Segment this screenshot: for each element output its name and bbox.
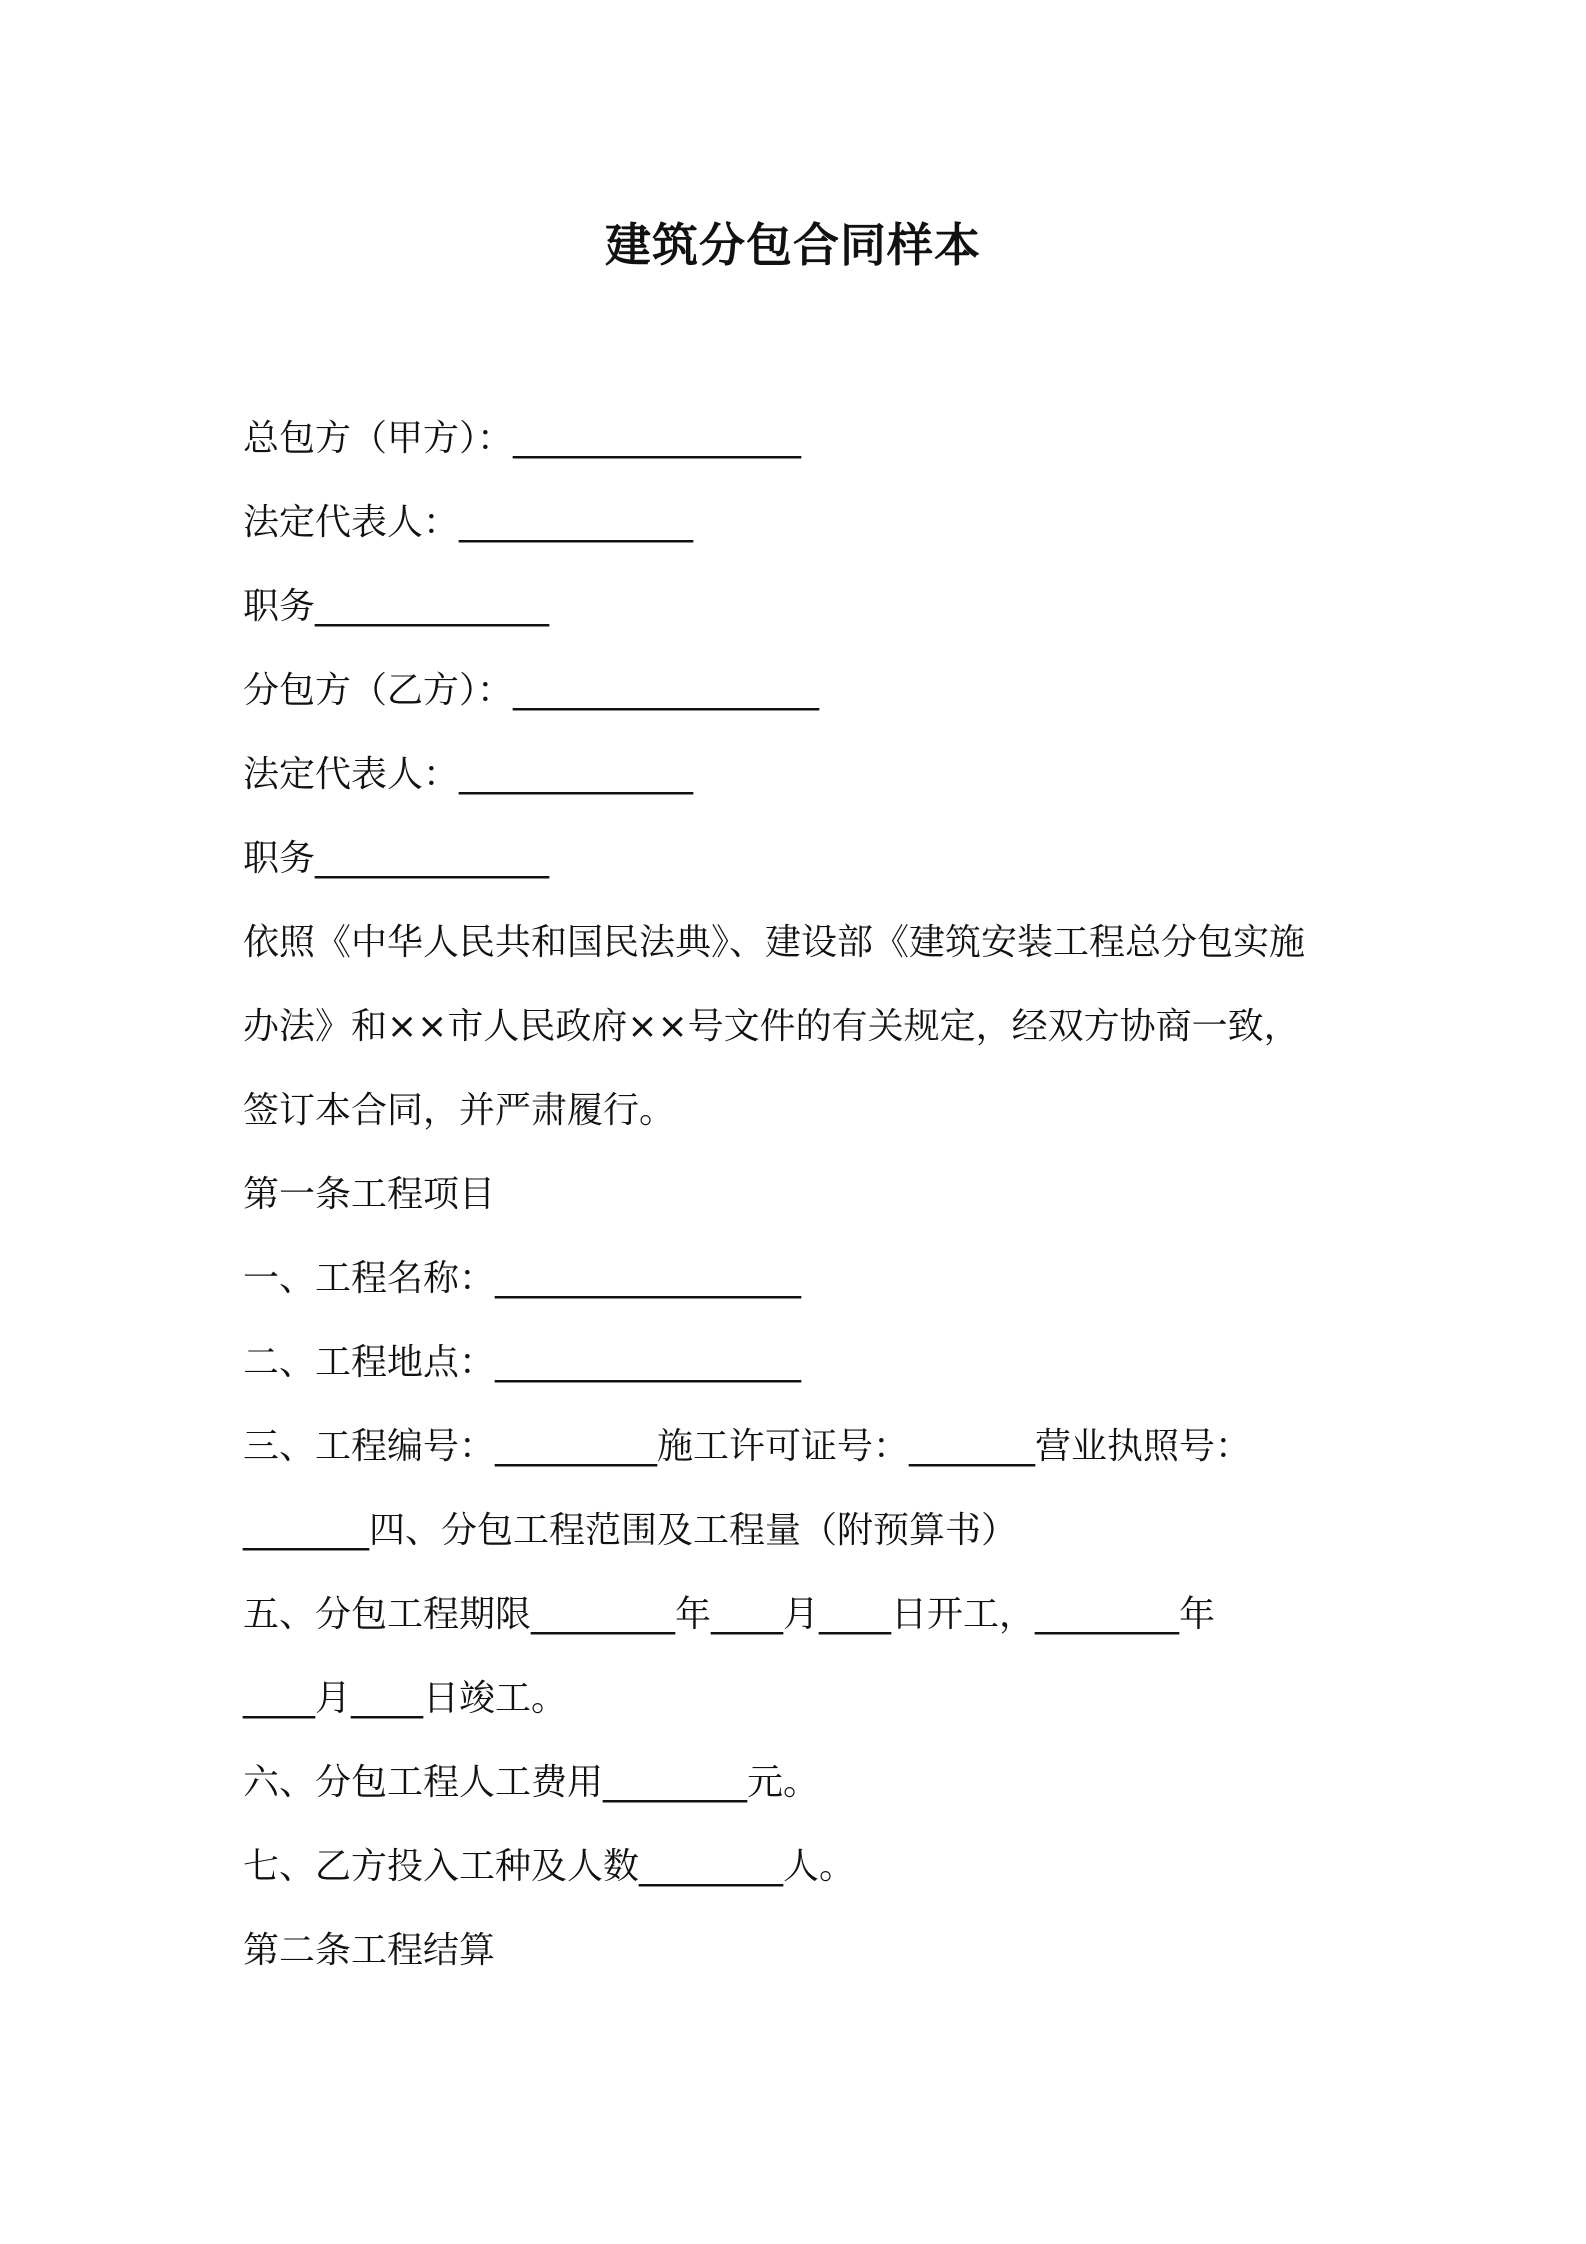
project-location-line: 二、工程地点：_________________ [243, 1342, 802, 1383]
document-title: 建筑分包合同样本 [605, 218, 981, 272]
period-line-1: 五、分包工程期限________年____月____日开工，________年 [243, 1594, 1216, 1635]
preamble-line-2: 办法》和××市人民政府××号文件的有关规定，经双方协商一致， [243, 1006, 1300, 1047]
scope-line: _______四、分包工程范围及工程量（附预算书） [243, 1510, 1018, 1551]
preamble-line-1: 依照《中华人民共和国民法典》、建设部《建筑安装工程总分包实施 [243, 922, 1306, 963]
party-b-legal-representative-line: 法定代表人：_____________ [243, 754, 694, 795]
subcontractor-line: 分包方（乙方）：_________________ [243, 670, 820, 711]
labor-cost-line: 六、分包工程人工费用________元。 [243, 1762, 820, 1803]
general-contractor-line: 总包方（甲方）：________________ [243, 418, 802, 459]
party-a-position-line: 职务_____________ [243, 586, 550, 627]
workers-line: 七、乙方投入工种及人数________人。 [243, 1846, 856, 1887]
article-1-heading: 第一条工程项目 [243, 1174, 496, 1215]
project-number-line: 三、工程编号：_________施工许可证号：_______营业执照号： [243, 1426, 1252, 1467]
party-a-legal-representative-line: 法定代表人：_____________ [243, 502, 694, 543]
document-body [243, 397, 1363, 1993]
project-name-line: 一、工程名称：_________________ [243, 1258, 802, 1299]
party-b-position-line: 职务_____________ [243, 838, 550, 879]
period-line-2: ____月____日竣工。 [243, 1678, 568, 1719]
preamble-line-3: 签订本合同，并严肃履行。 [243, 1090, 676, 1131]
article-2-heading: 第二条工程结算 [243, 1930, 496, 1971]
